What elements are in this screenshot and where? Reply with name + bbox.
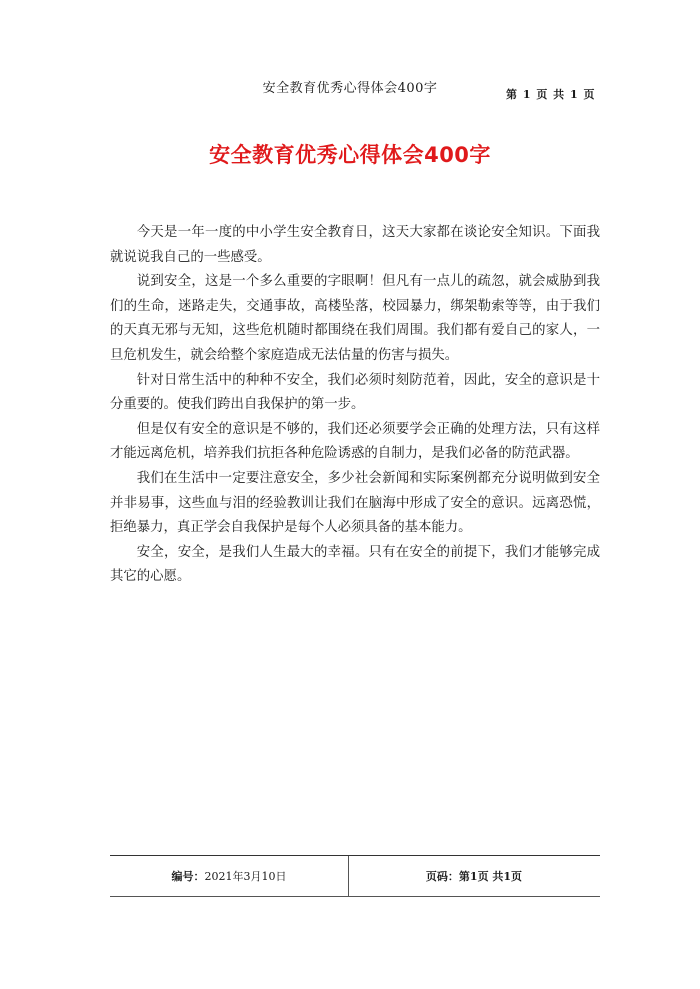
running-header-page-info: 第 1 页 共 1 页 (506, 88, 596, 101)
footer-page-value: 第1页 共1页 (458, 870, 523, 883)
running-header-title: 安全教育优秀心得体会400字 (262, 81, 438, 96)
footer-number-value: 2021年3月10日 (204, 870, 287, 883)
body-paragraph: 针对日常生活中的种种不安全，我们必须时刻防范着，因此，安全的意识是十分重要的。使我们跨出自我保护的第一步。 (110, 372, 600, 413)
body-paragraph: 安全，安全，是我们人生最大的幸福。只有在安全的前提下，我们才能够完成其它的心愿。 (110, 544, 600, 585)
body-paragraph: 但是仅有安全的意识是不够的，我们还必须要学会正确的处理方法，只有这样才能远离危机，培养我们抗拒各种危险诱惑的自制力，是我们必备的防范武器。 (110, 421, 600, 462)
footer-page-label: 页码： (425, 870, 459, 883)
document-title: 安全教育优秀心得体会400字 (209, 143, 491, 167)
document-body (110, 221, 600, 590)
footer-top-rule (110, 855, 600, 856)
footer-document-number (110, 868, 348, 884)
body-paragraph: 今天是一年一度的中小学生安全教育日，这天大家都在谈论安全知识。下面我就说说我自己的一些感受。 (110, 225, 600, 265)
footer-page-number (348, 868, 600, 884)
footer-bottom-rule (110, 896, 600, 897)
body-paragraph: 说到安全，这是一个多么重要的字眼啊！但凡有一点儿的疏忽，就会威胁到我们的生命，迷路走失，交通事故，高楼坠落，校园暴力，绑架勒索等等，由于我们的天真无邪与无知，这些危机随时都围绕在我们周围。我们都有爱自己的家人，一旦危机发生，就会给整个家庭造成无法估量的伤害与损失。 (110, 274, 600, 363)
body-paragraph: 我们在生活中一定要注意安全，多少社会新闻和实际案例都充分说明做到安全并非易事，这些血与泪的经验教训让我们在脑海中形成了安全的意识。远离恐慌，拒绝暴力，真正学会自我保护是每个人必须具备的基本能力。 (110, 470, 600, 536)
footer-number-label: 编号： (171, 870, 205, 883)
